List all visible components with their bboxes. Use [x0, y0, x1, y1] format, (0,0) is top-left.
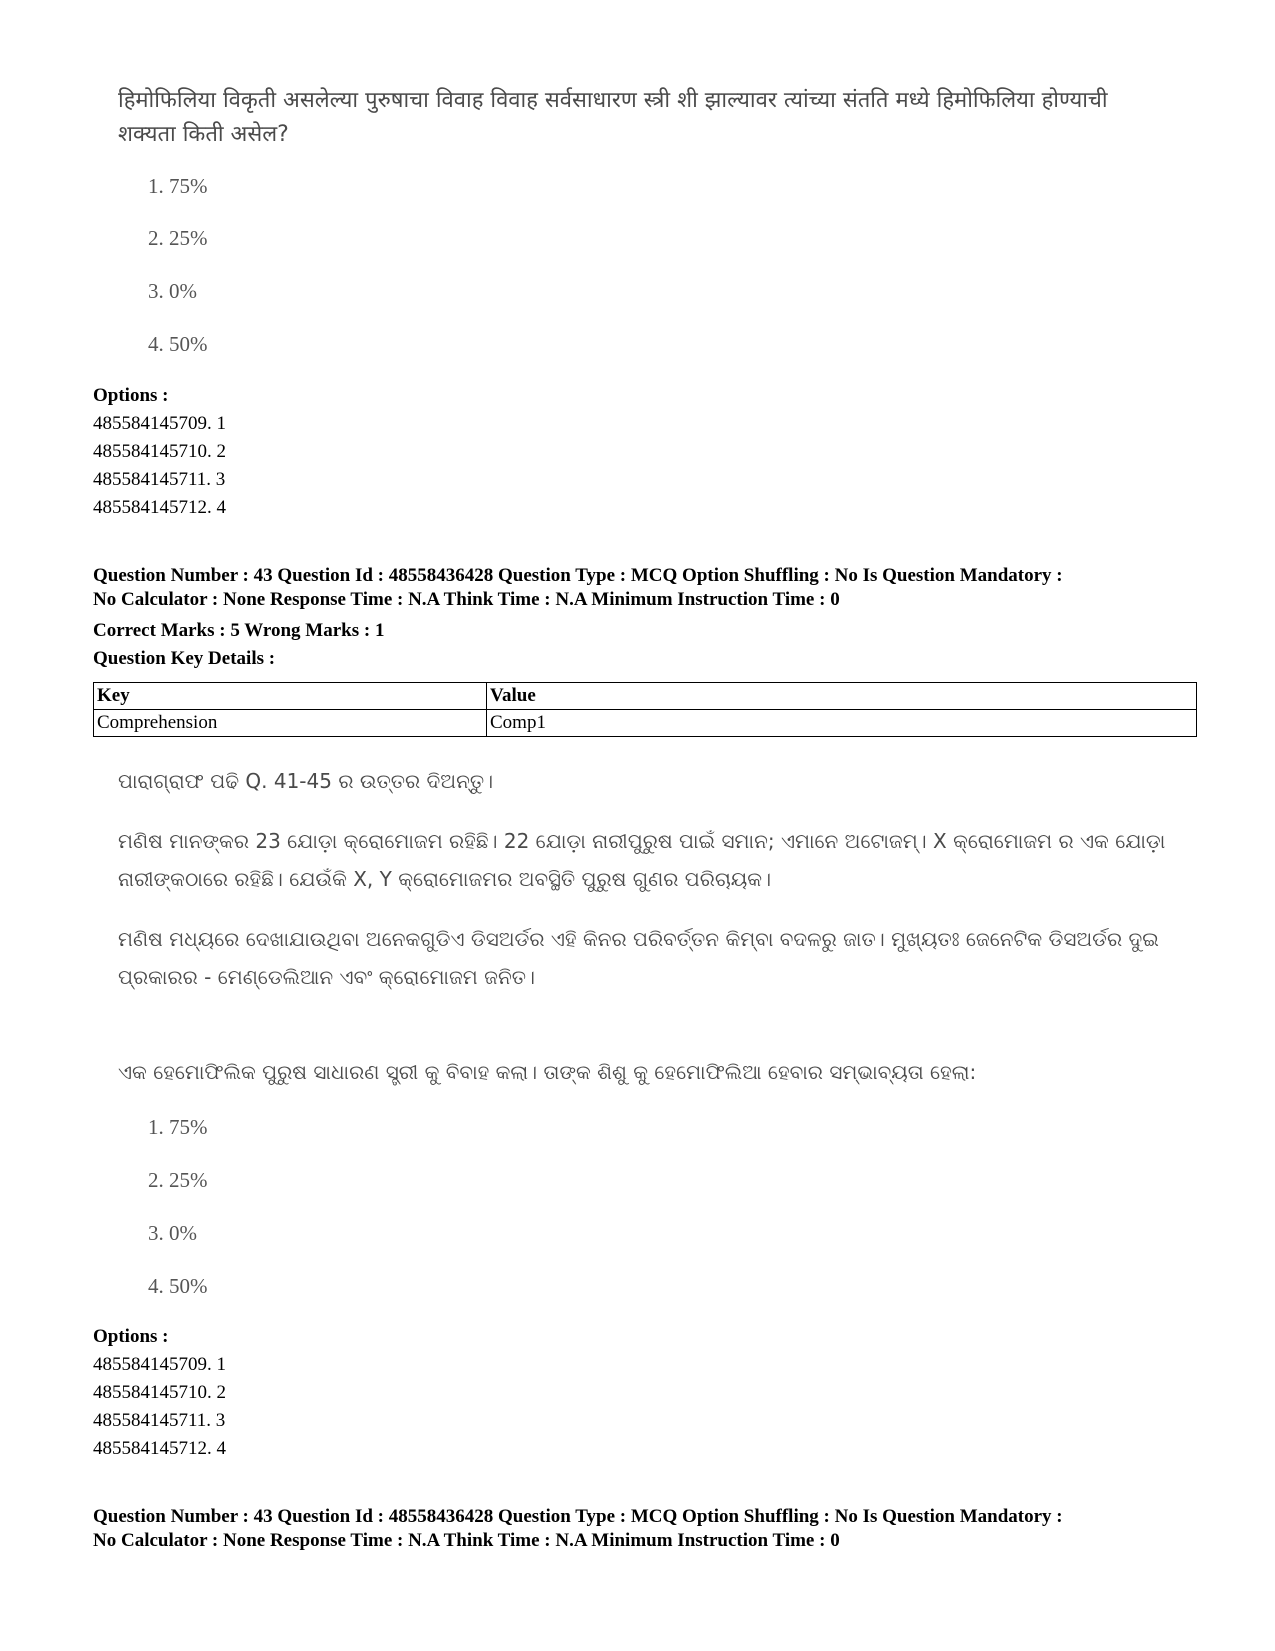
- option-id-3: 485584145711. 3: [93, 469, 226, 490]
- table-cell-value: Comp1: [487, 710, 1197, 737]
- question-meta: [93, 1505, 1213, 1553]
- question-text-odia: ଏକ ହେମୋଫିଲିକ ପୁରୁଷ ସାଧାରଣ ସ୍ତ୍ରୀ କୁ ବିବାହ କଲା। ତାଙ୍କ ଶିଶୁ କୁ ହେମୋଫିଲିଆ ହେବାର ସମ୍ଭାବ୍ୟତା ହେଲା:: [118, 1060, 977, 1084]
- passage-paragraph-1: ମଣିଷ ମାନଙ୍କର 23 ଯୋଡ଼ା କ୍ରୋମୋଜମ ରହିଛି। 22 ଯୋଡ଼ା ନାରୀପୁରୁଷ ପାଇଁ ସମାନ; ଏମାନେ ଅଟୋଜମ୍। X କ୍ରୋମୋଜମ ର ଏକ ଯୋଡ଼ା ନାରୀଙ୍କଠାରେ ରହିଛି। ଯେଉଁକି X, Y କ୍ରୋମୋଜମର ଅବସ୍ଥିତି ପୁରୁଷ ଗୁଣର ପରିଚାୟକ।: [118, 829, 1166, 891]
- choice-1: 1. 75%: [148, 174, 208, 198]
- choice-2: 2. 25%: [148, 1168, 208, 1192]
- key-details-label: Question Key Details :: [93, 648, 276, 669]
- question-meta-line2: No Calculator : None Response Time : N.A Think Time : N.A Minimum Instruction Time : 0: [93, 1530, 840, 1551]
- passage-paragraph-2: ମଣିଷ ମଧ୍ୟରେ ଦେଖାଯାଉଥିବା ଅନେକଗୁଡିଏ ଡିସଅର୍ଡର ଏହି କିନର ପରିବର୍ତ୍ତନ କିମ୍ବା ବଦଳରୁ ଜାତ। ମୁଖ୍ୟତଃ ଜେନେଟିକ ଡିସଅର୍ଡର ଦୁଇ ପ୍ରକାରର - ମେଣ୍ଡେଲିଆନ ଏବଂ କ୍ରୋମୋଜମ ଜନିତ।: [118, 927, 1159, 989]
- options-label: Options :: [93, 385, 169, 406]
- question-meta-line2: No Calculator : None Response Time : N.A Think Time : N.A Minimum Instruction Time : 0: [93, 589, 840, 610]
- option-id-1: 485584145709. 1: [93, 1354, 226, 1375]
- option-id-4: 485584145712. 4: [93, 1438, 226, 1459]
- table-cell-key: Comprehension: [94, 710, 487, 737]
- question-meta-line1: Question Number : 43 Question Id : 48558436428 Question Type : MCQ Option Shuffling : No Is Question Mandatory :: [93, 1506, 1063, 1527]
- question-meta-line1: Question Number : 43 Question Id : 48558436428 Question Type : MCQ Option Shuffling : No Is Question Mandatory :: [93, 565, 1063, 586]
- question-meta: [93, 564, 1213, 612]
- marks-line: Correct Marks : 5 Wrong Marks : 1: [93, 620, 385, 641]
- choice-3: 3. 0%: [148, 279, 197, 303]
- option-id-4: 485584145712. 4: [93, 497, 226, 518]
- option-id-2: 485584145710. 2: [93, 441, 226, 462]
- choice-1: 1. 75%: [148, 1115, 208, 1139]
- choice-2: 2. 25%: [148, 226, 208, 250]
- table-header-row: [94, 683, 1197, 710]
- key-details-table: [93, 682, 1197, 737]
- option-id-1: 485584145709. 1: [93, 413, 226, 434]
- option-id-2: 485584145710. 2: [93, 1382, 226, 1403]
- options-label: Options :: [93, 1326, 169, 1347]
- choice-4: 4. 50%: [148, 332, 208, 356]
- passage-heading: ପାରାଗ୍ରାଫ ପଢି Q. 41-45 ର ଉତ୍ତର ଦିଅନ୍ତୁ।: [118, 769, 494, 793]
- question-text-marathi: हिमोफिलिया विकृती असलेल्या पुरुषाचा विवाह विवाह सर्वसाधारण स्त्री शी झाल्यावर त्यांच्या संतति मध्ये हिमोफिलिया होण्याची शक्यता किती असेल?: [118, 88, 1108, 147]
- table-header-key: Key: [94, 683, 487, 710]
- option-id-3: 485584145711. 3: [93, 1410, 226, 1431]
- table-row: [94, 710, 1197, 737]
- choice-3: 3. 0%: [148, 1221, 197, 1245]
- table-header-value: Value: [487, 683, 1197, 710]
- choice-4: 4. 50%: [148, 1274, 208, 1298]
